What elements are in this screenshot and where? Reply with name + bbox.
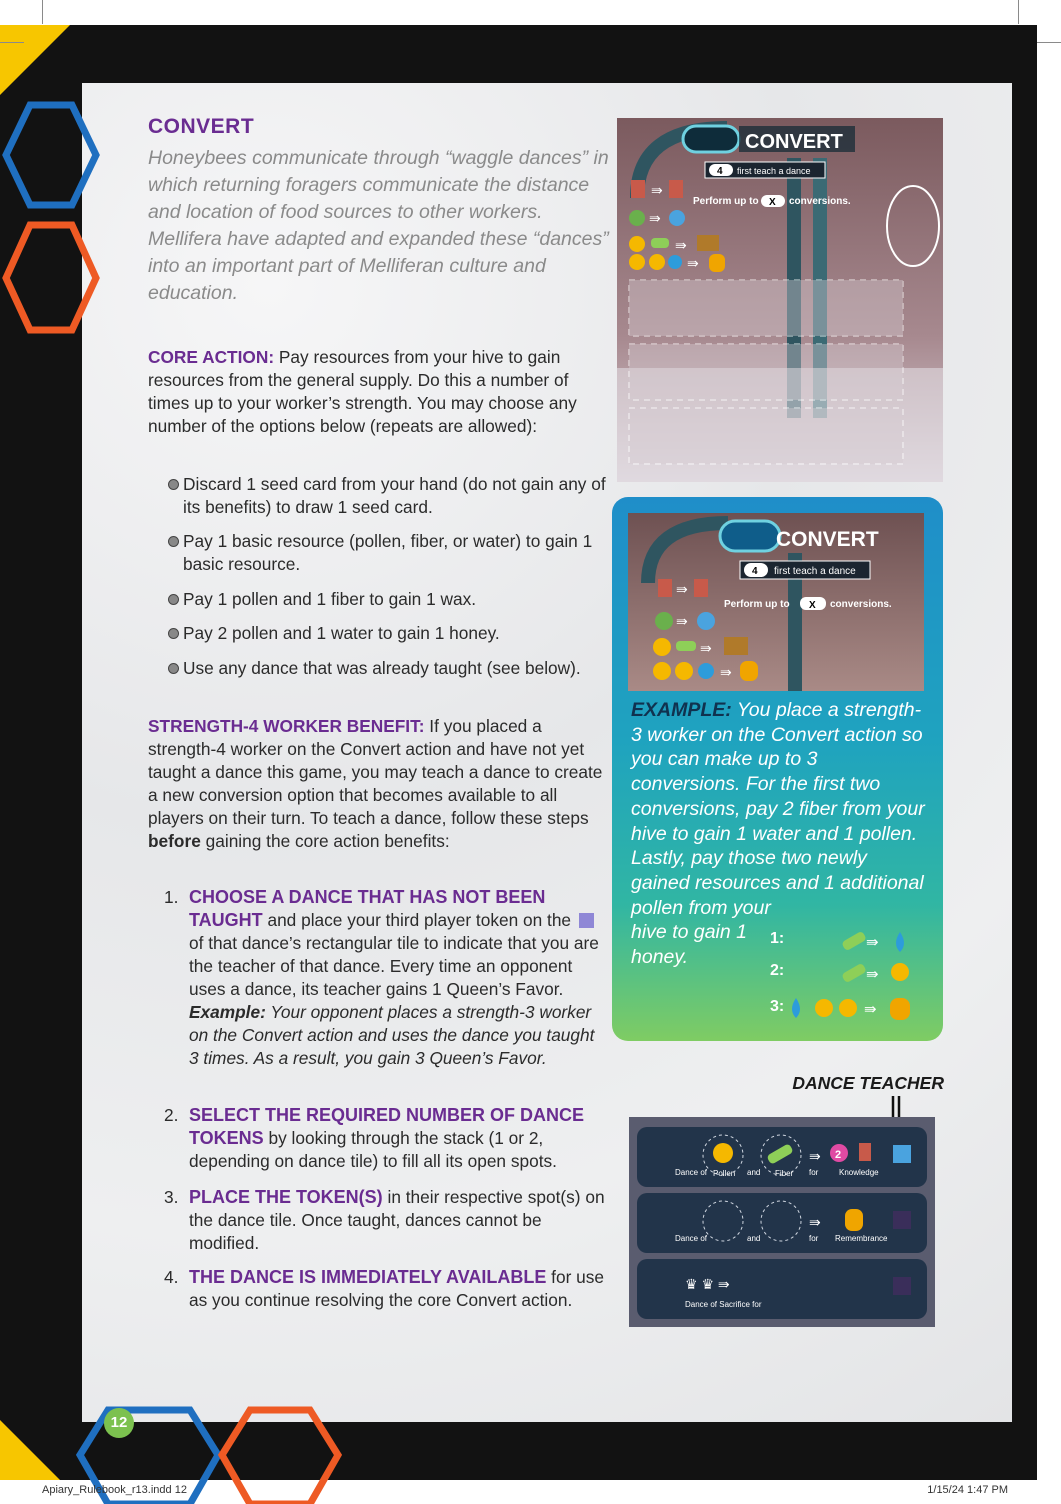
water-icon bbox=[668, 255, 682, 269]
pollen-icon bbox=[649, 254, 665, 270]
step-lead: SELECT THE REQUIRED NUMBER OF DANCE TOKENS bbox=[189, 1105, 585, 1148]
svg-text:first teach a dance: first teach a dance bbox=[774, 566, 856, 577]
benefit-text: If you placed a strength-4 worker on the Convert action and have not yet taught a dance this game, you may teach a dance to create a new conversion option that becomes available to all players on their turn. To teach a dance, follow these steps bbox=[148, 716, 603, 828]
bullet-icon bbox=[168, 479, 179, 490]
honey-icon bbox=[709, 254, 725, 272]
section-title: CONVERT bbox=[148, 115, 255, 138]
svg-text:⇛: ⇛ bbox=[687, 255, 699, 271]
dance-tile bbox=[637, 1193, 927, 1253]
convert-board-image bbox=[617, 118, 943, 482]
file-slug: Apiary_Rulebook_r13.indd 12 bbox=[42, 1484, 187, 1496]
bullet-icon bbox=[168, 628, 179, 639]
honey-icon bbox=[740, 661, 758, 681]
pollen-icon bbox=[675, 662, 693, 680]
convert-example-art bbox=[628, 513, 924, 691]
svg-text:4: 4 bbox=[717, 166, 723, 177]
pollen-icon bbox=[653, 662, 671, 680]
basic-resource-icon bbox=[655, 612, 673, 630]
token-slot-icon bbox=[683, 126, 739, 152]
svg-text:Dance of Sacrifice for: Dance of Sacrifice for bbox=[685, 1300, 762, 1309]
dance-teacher-caption: DANCE TEACHER bbox=[792, 1073, 944, 1093]
example-label: EXAMPLE: bbox=[631, 699, 732, 721]
step-text: in their respective spot(s) on the dance tile. Once taught, dances cannot be modified. bbox=[189, 1187, 605, 1253]
option-item bbox=[168, 588, 608, 611]
seed-card-icon bbox=[658, 579, 672, 597]
seed-card-icon bbox=[669, 180, 683, 198]
water-icon bbox=[698, 663, 714, 679]
step-lead: THE DANCE IS IMMEDIATELY AVAILABLE bbox=[189, 1267, 547, 1287]
option-text: Discard 1 seed card from your hand (do not gain any of its benefits) to draw 1 seed card. bbox=[183, 474, 606, 517]
player-token-slot-icon bbox=[893, 1211, 911, 1229]
dance-tiles-image bbox=[629, 1117, 935, 1327]
svg-text:conversions.: conversions. bbox=[789, 196, 851, 207]
player-token-icon bbox=[893, 1145, 911, 1163]
dance-tile-slot bbox=[629, 280, 903, 336]
dance-tile bbox=[637, 1259, 927, 1319]
svg-text:⇛: ⇛ bbox=[651, 182, 663, 198]
step-item bbox=[164, 1104, 608, 1173]
svg-text:Dance of: Dance of bbox=[675, 1234, 708, 1243]
svg-text:X: X bbox=[809, 600, 816, 611]
seed-card-icon bbox=[859, 1143, 871, 1161]
svg-text:⇛: ⇛ bbox=[809, 1214, 821, 1230]
crop-mark bbox=[0, 42, 24, 43]
svg-text:⇛: ⇛ bbox=[676, 613, 688, 629]
section-intro: Honeybees communicate through “waggle dances” in which returning foragers communicate the distance and location of food sources to other workers. Mellifera have adapted and expanded these “dances” into an important part of Melliferan culture and education. bbox=[148, 147, 609, 304]
honey-icon bbox=[845, 1209, 863, 1231]
option-item bbox=[168, 622, 608, 645]
pollen-icon bbox=[891, 963, 909, 981]
step-item bbox=[164, 886, 608, 1070]
crop-mark bbox=[42, 0, 43, 24]
crop-mark bbox=[1018, 0, 1019, 24]
convert-board-art bbox=[617, 118, 943, 482]
bullet-icon bbox=[168, 594, 179, 605]
fiber-icon bbox=[841, 931, 867, 952]
dance-tile-slot bbox=[629, 408, 903, 464]
core-action-text: Pay resources from your hive to gain resources from the general supply. Do this a number of times up to your worker’s strength. You may choose any number of the options below (repeats are allowed): bbox=[148, 347, 577, 436]
svg-text:conversions.: conversions. bbox=[830, 599, 892, 610]
step-number: 2. bbox=[164, 1105, 179, 1125]
card-title: CONVERT bbox=[776, 528, 879, 551]
pollen-icon bbox=[629, 236, 645, 252]
option-text: Pay 1 pollen and 1 fiber to gain 1 wax. bbox=[183, 589, 477, 609]
orange-hexagon-icon bbox=[6, 225, 96, 330]
pollen-icon bbox=[653, 638, 671, 656]
step-text: and place your third player token on the bbox=[262, 910, 576, 930]
svg-text:X: X bbox=[769, 197, 776, 208]
pollen-icon bbox=[839, 999, 857, 1017]
wax-icon bbox=[724, 637, 748, 655]
svg-text:Perform up to: Perform up to bbox=[693, 196, 759, 207]
example-body: You place a strength-3 worker on the Convert action so you can make up to 3 conversions. For the first two conversions, pay 2 fiber from your hive to gain 1 water and 1 pollen. Lastly, pay those two newly gained resources and 1 additional bbox=[631, 699, 925, 894]
svg-text:⇛: ⇛ bbox=[676, 581, 688, 597]
svg-text:⇛: ⇛ bbox=[675, 237, 687, 253]
svg-text:first teach a dance: first teach a dance bbox=[737, 166, 811, 176]
example-continuation: pollen from your hive to gain 1 honey. bbox=[631, 896, 771, 969]
step-number: 4. bbox=[164, 1267, 179, 1287]
svg-text:⇛: ⇛ bbox=[864, 1001, 877, 1018]
crop-mark bbox=[1037, 42, 1061, 43]
queen-favor-icon: ♛ ♛ ⇛ bbox=[685, 1276, 730, 1292]
svg-text:Dance of: Dance of bbox=[675, 1168, 708, 1177]
step-number: 1. bbox=[164, 887, 179, 907]
water-icon bbox=[896, 932, 904, 952]
orange-hexagon-bottom-icon bbox=[222, 1410, 338, 1504]
basic-resource-icon bbox=[697, 612, 715, 630]
worker-token-icon bbox=[720, 521, 780, 551]
seed-card-icon bbox=[694, 579, 708, 597]
svg-text:4: 4 bbox=[752, 566, 758, 577]
honey-icon bbox=[890, 998, 910, 1020]
svg-text:Perform up to: Perform up to bbox=[724, 599, 790, 610]
svg-text:2: 2 bbox=[835, 1149, 842, 1161]
dance-tile-slot bbox=[629, 344, 903, 400]
svg-text:⇛: ⇛ bbox=[720, 664, 732, 680]
player-token-square-icon bbox=[579, 913, 594, 928]
svg-text:⇛: ⇛ bbox=[700, 640, 712, 656]
svg-text:⇛: ⇛ bbox=[866, 934, 879, 951]
step-lead: PLACE THE TOKEN(S) bbox=[189, 1187, 383, 1207]
core-action-lead: CORE ACTION: bbox=[148, 347, 275, 367]
option-text: Pay 2 pollen and 1 water to gain 1 honey. bbox=[183, 623, 500, 643]
option-item bbox=[168, 530, 608, 576]
conversion-row-label: 1: bbox=[770, 930, 785, 947]
basic-resource-icon bbox=[669, 210, 685, 226]
step-text: for use as you continue resolving the core Convert action. bbox=[189, 1267, 604, 1310]
benefit-text-end: gaining the core action benefits: bbox=[200, 831, 450, 851]
step-text: by looking through the stack (1 or 2, depending on dance tile) to fill all its open spots. bbox=[189, 1128, 557, 1171]
svg-text:⇛: ⇛ bbox=[649, 210, 661, 226]
dance-tiles-art bbox=[629, 1117, 935, 1327]
svg-text:and: and bbox=[747, 1168, 761, 1177]
date-slug: 1/15/24 1:47 PM bbox=[927, 1484, 1008, 1496]
worker-benefit-paragraph bbox=[148, 715, 603, 853]
bullet-icon bbox=[168, 663, 179, 674]
benefit-emphasis: before bbox=[148, 831, 201, 851]
step-text: of that dance’s rectangular tile to indicate that you are the teacher of that dance. Every time an opponent uses a dance, its teacher gains 1 Queen’s Favor. bbox=[189, 933, 599, 999]
water-icon bbox=[792, 998, 800, 1018]
player-token-slot-icon bbox=[893, 1277, 911, 1295]
svg-text:Knowledge: Knowledge bbox=[839, 1168, 879, 1177]
option-item bbox=[168, 473, 608, 519]
option-text: Pay 1 basic resource (pollen, fiber, or water) to gain 1 basic resource. bbox=[183, 531, 593, 574]
blue-hexagon-icon bbox=[6, 105, 96, 205]
pollen-icon bbox=[713, 1143, 733, 1163]
svg-text:for: for bbox=[809, 1168, 819, 1177]
convert-section bbox=[148, 115, 610, 307]
conversion-row-label: 2: bbox=[770, 962, 785, 979]
step-item bbox=[164, 1186, 608, 1255]
wax-icon bbox=[697, 235, 719, 251]
basic-resource-icon bbox=[629, 210, 645, 226]
step-number: 3. bbox=[164, 1187, 179, 1207]
card-title: CONVERT bbox=[745, 131, 843, 153]
option-text: Use any dance that was already taught (see below). bbox=[183, 658, 581, 678]
conversion-rows-icons bbox=[780, 920, 920, 1030]
step-item bbox=[164, 1266, 608, 1312]
page-number-badge: 12 bbox=[104, 1408, 134, 1438]
svg-text:⇛: ⇛ bbox=[809, 1148, 821, 1164]
bullet-icon bbox=[168, 536, 179, 547]
svg-text:Remembrance: Remembrance bbox=[835, 1234, 888, 1243]
svg-text:and: and bbox=[747, 1234, 761, 1243]
svg-text:Fiber: Fiber bbox=[775, 1169, 794, 1178]
pollen-icon bbox=[629, 254, 645, 270]
svg-text:Pollen: Pollen bbox=[713, 1169, 736, 1178]
svg-text:⇛: ⇛ bbox=[866, 966, 879, 983]
option-item bbox=[168, 657, 608, 680]
seed-card-icon bbox=[631, 180, 645, 198]
core-action-paragraph bbox=[148, 346, 603, 438]
svg-text:for: for bbox=[809, 1234, 819, 1243]
step-example-text: Your opponent places a strength-3 worker on the Convert action and uses the dance you taught 3 times. As a result, you gain 3 Queen’s Favor. bbox=[189, 1002, 595, 1068]
fiber-icon bbox=[651, 238, 669, 248]
step-example-label: Example: bbox=[189, 1002, 266, 1022]
conversion-row-label: 3: bbox=[770, 998, 785, 1015]
convert-example-image bbox=[628, 513, 924, 691]
step-lead: CHOOSE A DANCE THAT HAS NOT BEEN TAUGHT bbox=[189, 887, 546, 930]
fiber-icon bbox=[841, 963, 867, 984]
benefit-lead: STRENGTH-4 WORKER BENEFIT: bbox=[148, 716, 425, 736]
pollen-icon bbox=[815, 999, 833, 1017]
fiber-icon bbox=[676, 641, 696, 651]
